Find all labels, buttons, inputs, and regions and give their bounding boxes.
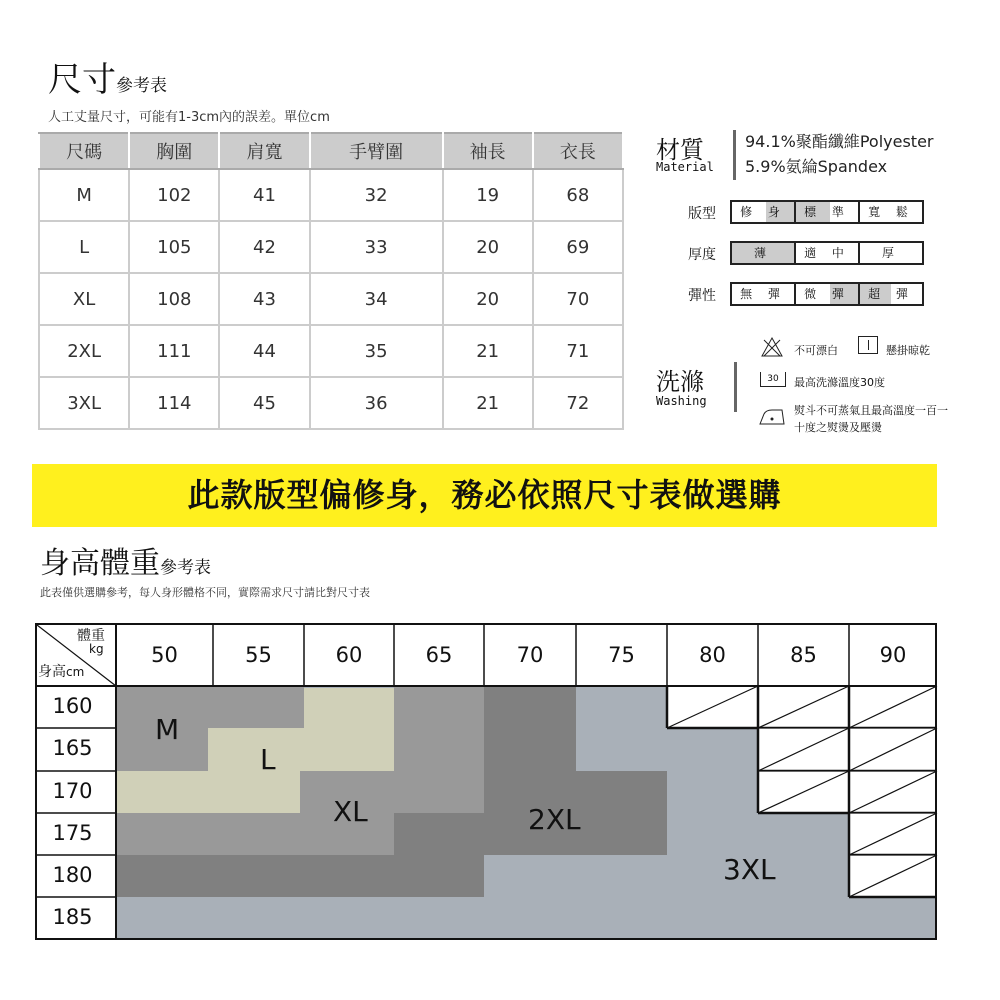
- table-cell: 35: [310, 325, 443, 377]
- weight-label: 80: [699, 643, 726, 667]
- corner-weight-unit: kg: [89, 642, 104, 656]
- size-region-label: 3XL: [723, 853, 776, 886]
- table-cell: 108: [129, 273, 219, 325]
- column-header: 衣長: [533, 133, 623, 169]
- table-cell: 42: [219, 221, 309, 273]
- fit-warning-banner: 此款版型偏修身，務必依照尺寸表做選購: [32, 464, 937, 527]
- table-row: [39, 325, 623, 377]
- corner-height-label: 身高cm: [38, 664, 85, 680]
- attribute-scale: [730, 200, 924, 224]
- attribute-label: 彈性: [688, 288, 716, 304]
- wash-30-icon: 30: [760, 372, 786, 387]
- table-cell: 19: [443, 169, 533, 221]
- bw-note: 此表僅供選購參考，每人身形體格不同，實際需求尺寸請比對尺寸表: [40, 586, 370, 599]
- table-cell: 36: [310, 377, 443, 429]
- iron-icon: [758, 404, 786, 426]
- table-cell: 105: [129, 221, 219, 273]
- hang-dry-icon: [858, 336, 878, 354]
- wash-item: 不可漂白: [794, 344, 838, 357]
- divider: [734, 362, 737, 412]
- height-label: 180: [52, 863, 93, 887]
- region-xl: [394, 686, 484, 813]
- column-header: 胸圍: [129, 133, 219, 169]
- table-cell: 72: [533, 377, 623, 429]
- washing-title-en: Washing: [656, 394, 707, 408]
- height-label: 170: [52, 779, 93, 803]
- table-cell: 102: [129, 169, 219, 221]
- material-title: 材質: [656, 136, 704, 164]
- weight-label: 55: [245, 643, 272, 667]
- table-row: [39, 273, 623, 325]
- attribute-option: 超 彈: [858, 284, 922, 304]
- size-table: [38, 132, 624, 430]
- region-m: [116, 686, 304, 728]
- table-cell: 34: [310, 273, 443, 325]
- size-note: 人工丈量尺寸，可能有1-3cm內的誤差。單位cm: [48, 110, 330, 125]
- height-weight-chart: [35, 623, 938, 941]
- table-row: [39, 377, 623, 429]
- size-region-label: XL: [333, 795, 368, 828]
- table-cell: 3XL: [39, 377, 129, 429]
- weight-label: 70: [516, 643, 544, 667]
- corner-weight-label: 體重: [77, 628, 105, 644]
- table-cell: 33: [310, 221, 443, 273]
- table-cell: 44: [219, 325, 309, 377]
- table-cell: L: [39, 221, 129, 273]
- wash-item: 十度之熨燙及壓燙: [794, 421, 882, 434]
- column-header: 尺碼: [39, 133, 129, 169]
- attribute-scale: [730, 241, 924, 265]
- attribute-option: 標 準: [794, 202, 858, 222]
- weight-label: 65: [425, 643, 453, 667]
- table-cell: XL: [39, 273, 129, 325]
- attribute-option: 適 中: [794, 243, 858, 263]
- table-cell: 21: [443, 325, 533, 377]
- attribute-option: 修 身: [732, 202, 794, 222]
- attribute-scale: [730, 282, 924, 306]
- weight-label: 50: [151, 643, 178, 667]
- table-cell: 45: [219, 377, 309, 429]
- height-label: 165: [52, 736, 93, 760]
- wash-item: 熨斗不可蒸氣且最高溫度一百一: [794, 404, 948, 417]
- table-cell: 41: [219, 169, 309, 221]
- wash-item: 懸掛晾乾: [886, 344, 930, 357]
- column-header: 袖長: [443, 133, 533, 169]
- attribute-option: 無 彈: [732, 284, 794, 304]
- attribute-label: 版型: [688, 206, 716, 222]
- table-cell: M: [39, 169, 129, 221]
- material-title-en: Material: [656, 160, 714, 174]
- size-title: 尺寸參考表: [48, 60, 167, 100]
- size-region-label: L: [260, 743, 276, 776]
- table-cell: 20: [443, 221, 533, 273]
- region-2xl: [394, 813, 484, 897]
- table-row: [39, 221, 623, 273]
- divider: [733, 130, 736, 180]
- table-cell: 71: [533, 325, 623, 377]
- attribute-label: 厚度: [688, 247, 716, 263]
- size-region-label: 2XL: [528, 803, 581, 836]
- table-cell: 111: [129, 325, 219, 377]
- table-cell: 68: [533, 169, 623, 221]
- column-header: 手臂圍: [310, 133, 443, 169]
- table-row: [39, 169, 623, 221]
- attribute-option: 薄: [732, 243, 794, 263]
- table-cell: 32: [310, 169, 443, 221]
- attribute-option: 微 彈: [794, 284, 858, 304]
- region-l: [116, 771, 300, 813]
- attribute-option: 厚: [858, 243, 922, 263]
- wash-item: 最高洗滌溫度30度: [794, 376, 885, 389]
- height-label: 175: [52, 821, 93, 845]
- region-2xl: [116, 855, 394, 897]
- material-line: 5.9%氨綸Spandex: [745, 157, 888, 176]
- table-cell: 43: [219, 273, 309, 325]
- weight-label: 75: [608, 643, 635, 667]
- region-l: [208, 728, 394, 771]
- table-cell: 2XL: [39, 325, 129, 377]
- column-header: 肩寬: [219, 133, 309, 169]
- region-2xl: [576, 771, 667, 855]
- material-line: 94.1%聚酯纖維Polyester: [745, 132, 934, 151]
- table-cell: 70: [533, 273, 623, 325]
- bw-title: 身高體重參考表: [40, 546, 211, 581]
- weight-label: 90: [879, 643, 907, 667]
- attribute-option: 寬 鬆: [858, 202, 922, 222]
- table-cell: 21: [443, 377, 533, 429]
- washing-title: 洗滌: [656, 368, 704, 396]
- weight-label: 60: [335, 643, 363, 667]
- height-label: 160: [52, 694, 93, 718]
- table-cell: 114: [129, 377, 219, 429]
- height-label: 185: [52, 905, 93, 929]
- table-cell: 20: [443, 273, 533, 325]
- table-cell: 69: [533, 221, 623, 273]
- weight-label: 85: [790, 643, 817, 667]
- no-bleach-icon: [760, 336, 784, 358]
- size-region-label: M: [155, 713, 180, 746]
